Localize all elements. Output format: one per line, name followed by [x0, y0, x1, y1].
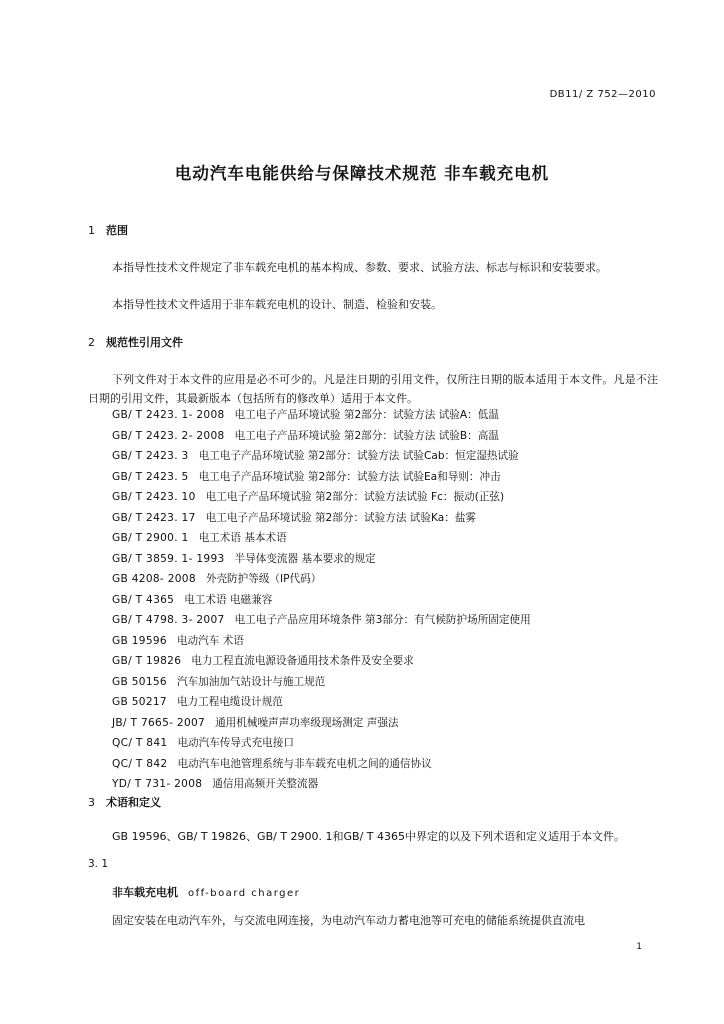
term-english: off-board charger: [188, 888, 301, 899]
reference-title: 电工术语 基本术语: [198, 532, 287, 544]
reference-item: [112, 426, 531, 447]
term-entry: [112, 884, 300, 900]
reference-code: GB 50217: [112, 696, 167, 708]
reference-title: 电力工程直流电源设备通用技术条件及安全要求: [191, 655, 414, 667]
reference-code: GB 19596: [112, 634, 167, 647]
reference-code: GB/ T 4798. 3- 2007: [112, 614, 225, 626]
reference-item: [112, 467, 531, 488]
reference-code: GB/ T 2423. 10: [112, 491, 196, 503]
section-1-heading: [88, 222, 128, 238]
reference-code: YD/ T 731- 2008: [112, 778, 203, 790]
reference-title: 电动汽车电池管理系统与非车载充电机之间的通信协议: [177, 757, 432, 770]
reference-title: 电力工程电缆设计规范: [176, 696, 283, 708]
reference-item: [112, 774, 531, 795]
reference-code: GB 4208- 2008: [112, 573, 196, 585]
reference-title: 汽车加油加气站设计与施工规范: [176, 675, 326, 688]
reference-title: 电工电子产品环境试验 第2部分：试验方法 试验B：高温: [234, 429, 499, 442]
reference-item: [112, 528, 531, 549]
reference-title: 通信用高频开关整流器: [212, 778, 319, 790]
reference-code: QC/ T 842: [112, 757, 168, 770]
section-title: 规范性引用文件: [106, 336, 183, 349]
document-title: 电动汽车电能供给与保障技术规范 非车载充电机: [174, 164, 550, 183]
reference-title: 电工电子产品环境试验 第2部分：试验方法 试验Ea和导则：冲击: [198, 470, 501, 483]
reference-title: 电动汽车 术语: [176, 634, 244, 647]
reference-item: [112, 487, 531, 508]
reference-title: 半导体变流器 基本要求的规定: [234, 552, 376, 565]
reference-item: [112, 713, 531, 734]
reference-title: 电动汽车传导式充电接口: [177, 737, 294, 749]
reference-title: 电工电子产品环境试验 第2部分：试验方法 试验Ka：盐雾: [205, 511, 477, 524]
reference-title: 电工电子产品环境试验 第2部分：试验方法试验 Fc：振动(正弦): [205, 491, 505, 503]
reference-item: [112, 569, 531, 590]
reference-title: 电工术语 电磁兼容: [184, 593, 273, 606]
reference-item: [112, 692, 531, 713]
reference-item: [112, 590, 531, 611]
reference-title: 通用机械噪声声功率级现场测定 声强法: [215, 716, 399, 729]
reference-code: GB/ T 2423. 5: [112, 470, 189, 483]
reference-code: JB/ T 7665- 2007: [112, 716, 206, 729]
reference-item: [112, 672, 531, 693]
section-number: 1: [88, 224, 95, 237]
reference-code: GB/ T 2900. 1: [112, 532, 189, 544]
normative-reference-list: [112, 405, 531, 795]
reference-item: [112, 754, 531, 775]
section-2-heading: [88, 334, 183, 350]
reference-code: GB/ T 2423. 1- 2008: [112, 409, 225, 421]
standard-code-header: DB11/ Z 752—2010: [549, 89, 656, 100]
reference-title: 外壳防护等级（IP代码）: [205, 573, 322, 585]
reference-code: GB/ T 2423. 3: [112, 450, 189, 462]
terms-intro-paragraph: GB 19596、GB/ T 19826、GB/ T 2900. 1和GB/ T 4365中界定的以及下列术语和定义适用于本文件。: [112, 830, 625, 843]
section-number: 2: [88, 336, 95, 349]
reference-item: [112, 733, 531, 754]
term-number: 3. 1: [88, 858, 109, 870]
reference-item: [112, 549, 531, 570]
reference-code: QC/ T 841: [112, 737, 168, 749]
section-3-heading: [88, 794, 161, 810]
section-title: 术语和定义: [106, 796, 161, 809]
term-definition: 固定安装在电动汽车外，与交流电网连接，为电动汽车动力蓄电池等可充电的储能系统提供直流电: [112, 914, 585, 927]
reference-item: [112, 405, 531, 426]
page-number: 1: [636, 942, 642, 952]
reference-code: GB/ T 2423. 17: [112, 511, 196, 524]
scope-paragraph-2: 本指导性技术文件适用于非车载充电机的设计、制造、检验和安装。: [112, 298, 442, 311]
reference-item: [112, 508, 531, 529]
reference-item: [112, 446, 531, 467]
reference-code: GB/ T 2423. 2- 2008: [112, 429, 225, 442]
section-title: 范围: [106, 224, 128, 237]
scope-paragraph-1: 本指导性技术文件规定了非车载充电机的基本构成、参数、要求、试验方法、标志与标识和安装要求。: [112, 261, 607, 274]
reference-title: 电工电子产品环境试验 第2部分：试验方法 试验Cab：恒定湿热试验: [198, 450, 519, 462]
reference-item: [112, 631, 531, 652]
term-chinese: 非车载充电机: [112, 886, 178, 899]
reference-code: GB/ T 3859. 1- 1993: [112, 552, 225, 565]
normative-intro-paragraph: 下列文件对于本文件的应用是必不可少的。凡是注日期的引用文件，仅所注日期的版本适用于本文件。凡是不注日期的引用文件，其最新版本（包括所有的修改单）适用于本文件。: [88, 373, 658, 405]
reference-item: [112, 610, 531, 631]
reference-item: [112, 651, 531, 672]
reference-code: GB/ T 4365: [112, 593, 175, 606]
reference-title: 电工电子产品环境试验 第2部分：试验方法 试验A：低温: [234, 409, 499, 421]
reference-title: 电工电子产品应用环境条件 第3部分：有气候防护场所固定使用: [234, 614, 531, 626]
reference-code: GB 50156: [112, 675, 167, 688]
reference-code: GB/ T 19826: [112, 655, 182, 667]
section-number: 3: [88, 796, 95, 809]
